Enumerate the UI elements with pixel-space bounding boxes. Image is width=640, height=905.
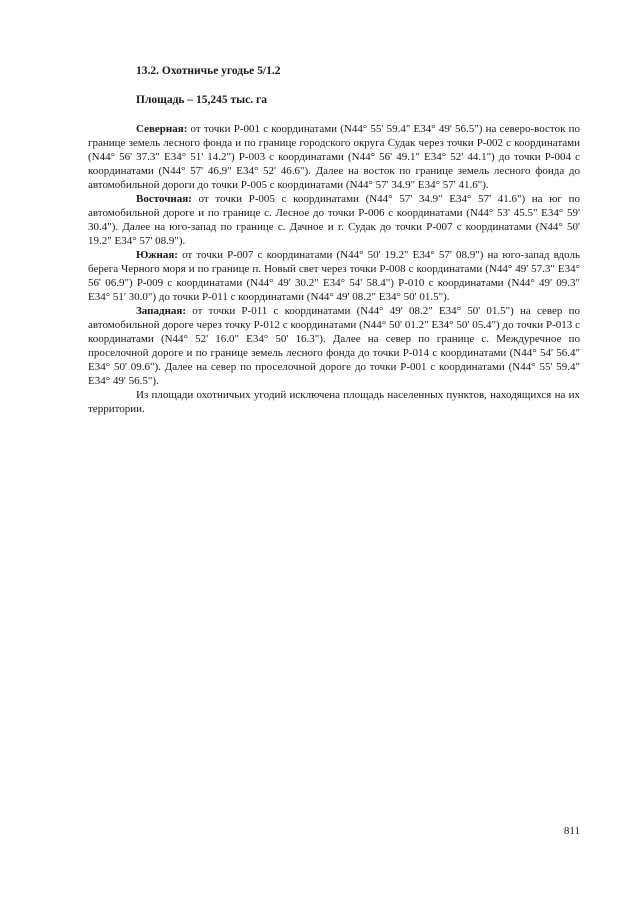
- boundary-description: [88, 122, 580, 416]
- area-line: Площадь – 15,245 тыс. га: [136, 94, 267, 106]
- west-boundary-label: Западная:: [136, 305, 187, 317]
- page-number: 811: [563, 825, 580, 837]
- paragraph-exclusion-note: [88, 388, 580, 416]
- paragraph-south-boundary: [88, 248, 580, 304]
- west-boundary-text: от точки Р-011 с координатами (N44° 49' 08.2" E34° 50' 01.5") на север по автомобильной дороге через точку Р-012 с координатами (N44° 50' 01.2" E34° 50' 05.4") до точки Р-013 с координатами (N44° 52' 16.0" E34° 50' 16.3"). Далее на север по границе с. Междуречное по проселочной дороге и по границе земель лесного фонда до точки Р-014 с координатами (N44° 54' 56.4" E34° 50' 09.6"). Далее на север по проселочной дороге до точки Р-001 с координатами (N44° 55' 59.4" E34° 49' 56.5").: [88, 305, 580, 387]
- east-boundary-label: Восточная:: [136, 193, 192, 205]
- east-boundary-text: от точки Р-005 с координатами (N44° 57' 34.9" E34° 57' 41.6") на юг по автомобильной дороге и по границе с. Лесное до точки Р-006 с координатами (N44° 53' 45.5" E34° 59' 30.4"). Далее на юго-запад по границе с. Дачное и г. Судак до точки Р-007 с координатами (N44° 50' 19.2" E34° 57' 08.9").: [88, 193, 580, 247]
- north-boundary-text: от точки Р-001 с координатами (N44° 55' 59.4" E34° 49' 56.5") на северо-восток по границе земель лесного фонда и по границе городского округа Судак через точки Р-002 с координатами (N44° 56' 37.3" E34° 51' 14.2") Р-003 с координатами (N44° 56' 49.1" E34° 52' 44.1") до точки Р-004 с координатами (N44° 57' 46.9" E34° 52' 46.6"). Далее на восток по границе земель лесного фонда до автомобильной дороги до точки Р-005 с координатами (N44° 57' 34.9" E34° 57' 41.6").: [88, 123, 580, 191]
- section-title: 13.2. Охотничье угодье 5/1.2: [136, 65, 281, 77]
- south-boundary-label: Южная:: [136, 249, 178, 261]
- north-boundary-label: Северная:: [136, 123, 188, 135]
- south-boundary-text: от точки Р-007 с координатами (N44° 50' 19.2" E34° 57' 08.9") на юго-запад вдоль берега Черного моря и по границе п. Новый свет через точки Р-008 с координатами (N44° 49' 57.3" E34° 56' 06.9") Р-009 с координатами (N44° 49' 30.2" E34° 54' 58.4") Р-010 с координатами (N44° 49' 09.3" E34° 51' 30.0") до точки Р-011 с координатами (N44° 49' 08.2" E34° 50' 01.5").: [88, 249, 580, 303]
- paragraph-east-boundary: [88, 192, 580, 248]
- paragraph-north-boundary: [88, 122, 580, 192]
- exclusion-note-text: Из площади охотничьих угодий исключена площадь населенных пунктов, находящихся на их территории.: [88, 389, 580, 415]
- paragraph-west-boundary: [88, 304, 580, 388]
